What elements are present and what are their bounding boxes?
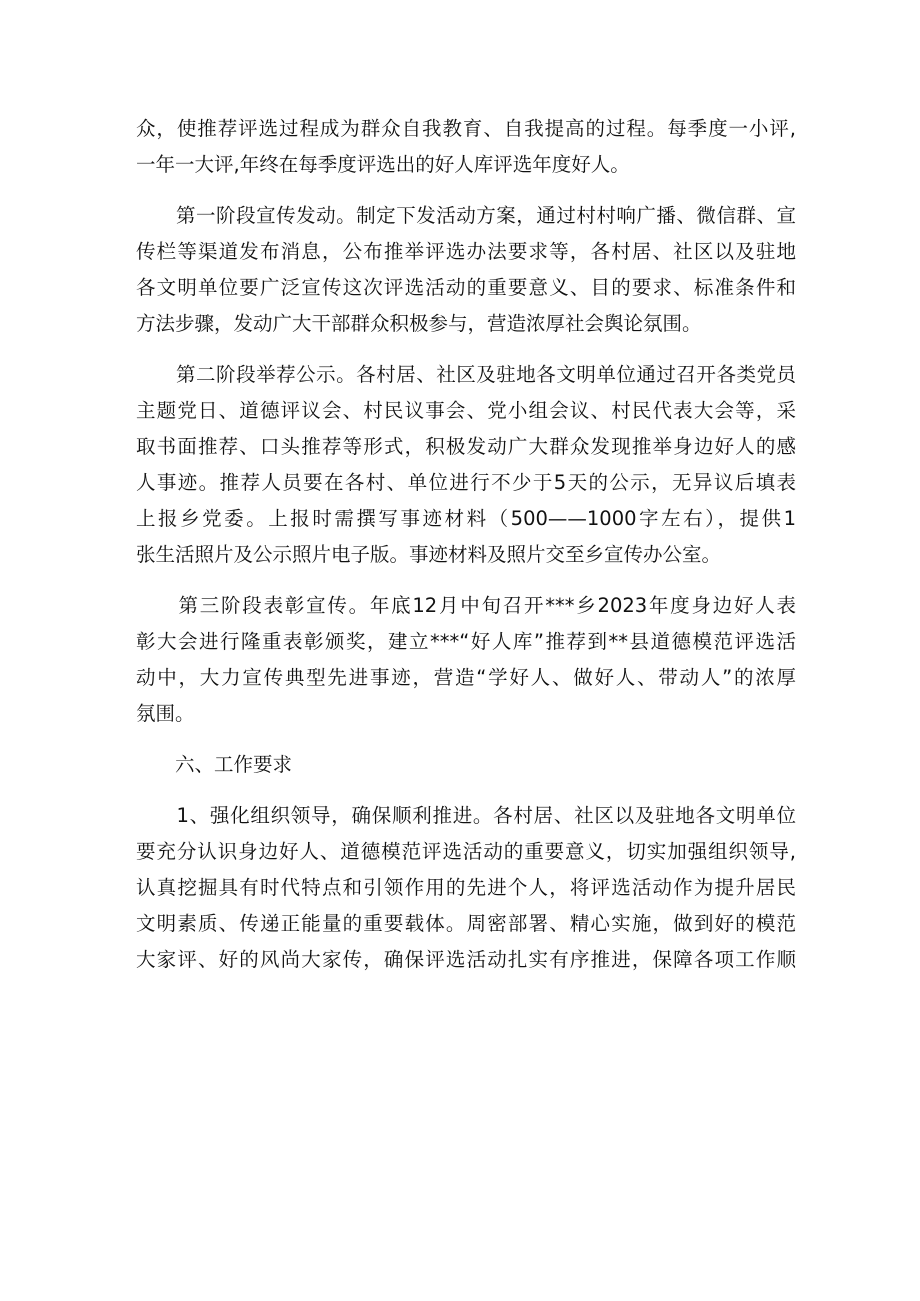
text-line: 张生活照片及公示照片电子版。事迹材料及照片交至乡宣传办公室。 [136, 543, 722, 566]
text-line: 大家评、好的风尚大家传，确保评选活动扎实有序推进，保障各项工作顺 [136, 948, 796, 971]
text-line: 取书面推荐、口头推荐等形式，积极发动广大群众发现推举身边好人的感 [136, 435, 796, 458]
text-line: 人事迹。推荐人员要在各村、单位进行不少于5天的公示，无异议后填表 [136, 471, 796, 494]
text-line: 各文明单位要广泛宣传这次评选活动的重要意义、目的要求、标准条件和 [136, 276, 796, 299]
paragraph-requirement-one [136, 798, 796, 978]
text-line: 主题党日、道德评议会、村民议事会、党小组会议、村民代表大会等，采 [136, 399, 796, 422]
text-line: 上报乡党委。上报时需撰写事迹材料（500——1000字左右），提供1 [136, 507, 796, 530]
heading-text: 六、工作要求 [136, 753, 293, 776]
text-line: 传栏等渠道发布消息，公布推举评选办法要求等，各村居、社区以及驻地 [136, 240, 796, 263]
text-line: 第二阶段举荐公示。各村居、社区及驻地各文明单位通过召开各类党员 [136, 363, 796, 386]
text-line: 一年一大评,年终在每季度评选出的好人库评选年度好人。 [136, 153, 630, 176]
paragraph-evaluation-intro [136, 111, 796, 183]
text-line: 认真挖掘具有时代特点和引领作用的先进个人，将评选活动作为提升居民 [136, 876, 796, 899]
text-line: 第三阶段表彰宣传。年底12月中旬召开***乡2023年度身边好人表 [136, 594, 796, 617]
text-line: 彰大会进行隆重表彰颁奖，建立***“好人库”推荐到**县道德模范评选活 [136, 630, 796, 653]
paragraph-stage-one [136, 198, 796, 342]
text-line: 动中，大力宣传典型先进事迹，营造“学好人、做好人、带动人”的浓厚 [136, 666, 796, 689]
text-line: 第一阶段宣传发动。制定下发活动方案，通过村村响广播、微信群、宣 [136, 204, 796, 227]
text-line: 文明素质、传递正能量的重要载体。周密部署、精心实施，做到好的模范 [136, 912, 796, 935]
text-line: 众，使推荐评选过程成为群众自我教育、自我提高的过程。每季度一小评, [136, 117, 796, 140]
paragraph-stage-two [136, 357, 796, 573]
text-line: 要充分认识身边好人、道德模范评选活动的重要意义，切实加强组织领导, [136, 840, 796, 863]
paragraph-stage-three [136, 588, 796, 732]
text-line: 氛围。 [136, 702, 195, 725]
section-heading-work-requirements [136, 747, 796, 783]
text-line: 1、强化组织领导，确保顺利推进。各村居、社区以及驻地各文明单位 [136, 804, 796, 827]
text-line: 方法步骤，发动广大干部群众积极参与，营造浓厚社会舆论氛围。 [136, 312, 702, 335]
document-body [136, 111, 796, 993]
